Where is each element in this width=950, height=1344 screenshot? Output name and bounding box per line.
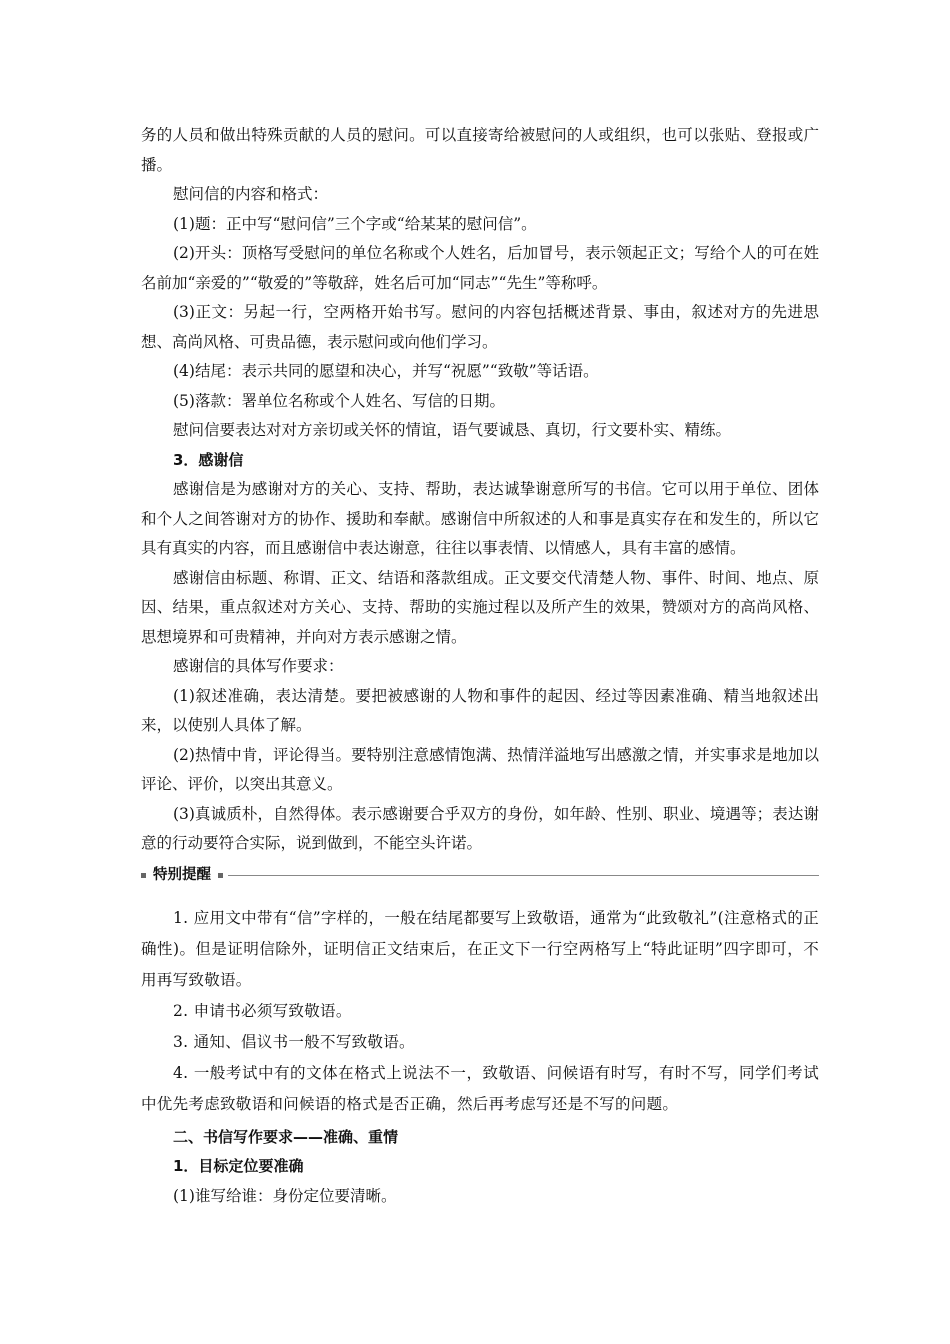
reminder-item: 4. 一般考试中有的文体在格式上说法不一，致敬语、问候语有时写，有时不写，同学们考试中优先考虑致敬语和问候语的格式是否正确，然后再考虑写还是不写的问题。 bbox=[141, 1063, 819, 1113]
subsection-heading-target: 1．目标定位要准确 bbox=[173, 1157, 304, 1175]
paragraph: (1)叙述准确，表达清楚。要把被感谢的人物和事件的起因、经过等因素准确、精当地叙述出来，以使别人具体了解。 bbox=[141, 686, 819, 734]
reminder-item: 3. 通知、倡议书一般不写致敬语。 bbox=[173, 1032, 415, 1051]
paragraph: 感谢信的具体写作要求： bbox=[173, 657, 344, 675]
reminder-item: 1. 应用文中带有“信”字样的，一般在结尾都要写上致敬语，通常为“此致敬礼”(注意格式的正确性)。但是证明信除外，证明信正文结束后，在正文下一行空两格写上“特此证明”四字即可，不用再写致敬语。 bbox=[141, 908, 819, 989]
divider-line bbox=[228, 875, 819, 876]
document-body bbox=[141, 121, 819, 1211]
section-heading-letter-requirements: 二、书信写作要求——准确、重情 bbox=[173, 1127, 399, 1146]
section-heading-thanks-letter: 3．感谢信 bbox=[173, 450, 244, 469]
paragraph: (5)落款：署单位名称或个人姓名、写信的日期。 bbox=[173, 391, 505, 410]
special-reminder-box bbox=[141, 903, 819, 1120]
paragraph: (2)开头：顶格写受慰问的单位名称或个人姓名，后加冒号，表示领起正文；写给个人的可在姓名前加“亲爱的”“敬爱的”等敬辞，姓名后可加“同志”“先生”等称呼。 bbox=[141, 244, 819, 292]
paragraph: 务的人员和做出特殊贡献的人员的慰问。可以直接寄给被慰问的人或组织，也可以张贴、登报或广播。 bbox=[141, 126, 819, 174]
paragraph: (1)题：正中写“慰问信”三个字或“给某某的慰问信”。 bbox=[173, 214, 537, 233]
paragraph: 感谢信由标题、称谓、正文、结语和落款组成。正文要交代清楚人物、事件、时间、地点、原因、结果，重点叙述对方关心、支持、帮助的实施过程以及所产生的效果，赞颂对方的高尚风格、思想境界和可贵精神，并向对方表示感谢之情。 bbox=[141, 568, 819, 646]
paragraph: (1)谁写给谁：身份定位要清晰。 bbox=[173, 1186, 397, 1205]
special-reminder-label: 特别提醒 bbox=[153, 866, 211, 883]
paragraph: 感谢信是为感谢对方的关心、支持、帮助，表达诚挚谢意所写的书信。它可以用于单位、团体和个人之间答谢对方的协作、援助和奉献。感谢信中所叙述的人和事是真实存在和发生的，所以它具有真实的内容，而且感谢信中表达谢意，往往以事表情、以情感人，具有丰富的感情。 bbox=[141, 480, 819, 557]
special-reminder-bar bbox=[141, 861, 819, 891]
paragraph: 慰问信的内容和格式： bbox=[173, 185, 329, 203]
paragraph: (2)热情中肯，评论得当。要特别注意感情饱满、热情洋溢地写出感激之情，并实事求是地加以评论、评价，以突出其意义。 bbox=[141, 745, 819, 793]
square-bullet-icon bbox=[218, 873, 223, 878]
reminder-item: 2. 申请书必须写致敬语。 bbox=[173, 1001, 352, 1020]
paragraph: 慰问信要表达对对方亲切或关怀的情谊，语气要诚恳、真切，行文要朴实、精练。 bbox=[173, 421, 732, 439]
square-bullet-icon bbox=[141, 873, 146, 878]
paragraph: (3)真诚质朴，自然得体。表示感谢要合乎双方的身份，如年龄、性别、职业、境遇等；表达谢意的行动要符合实际，说到做到，不能空头许诺。 bbox=[141, 804, 819, 852]
paragraph: (3)正文：另起一行，空两格开始书写。慰问的内容包括概述背景、事由，叙述对方的先进思想、高尚风格、可贵品德，表示慰问或向他们学习。 bbox=[141, 303, 819, 351]
paragraph: (4)结尾：表示共同的愿望和决心，并写“祝愿”“致敬”等话语。 bbox=[173, 362, 599, 380]
